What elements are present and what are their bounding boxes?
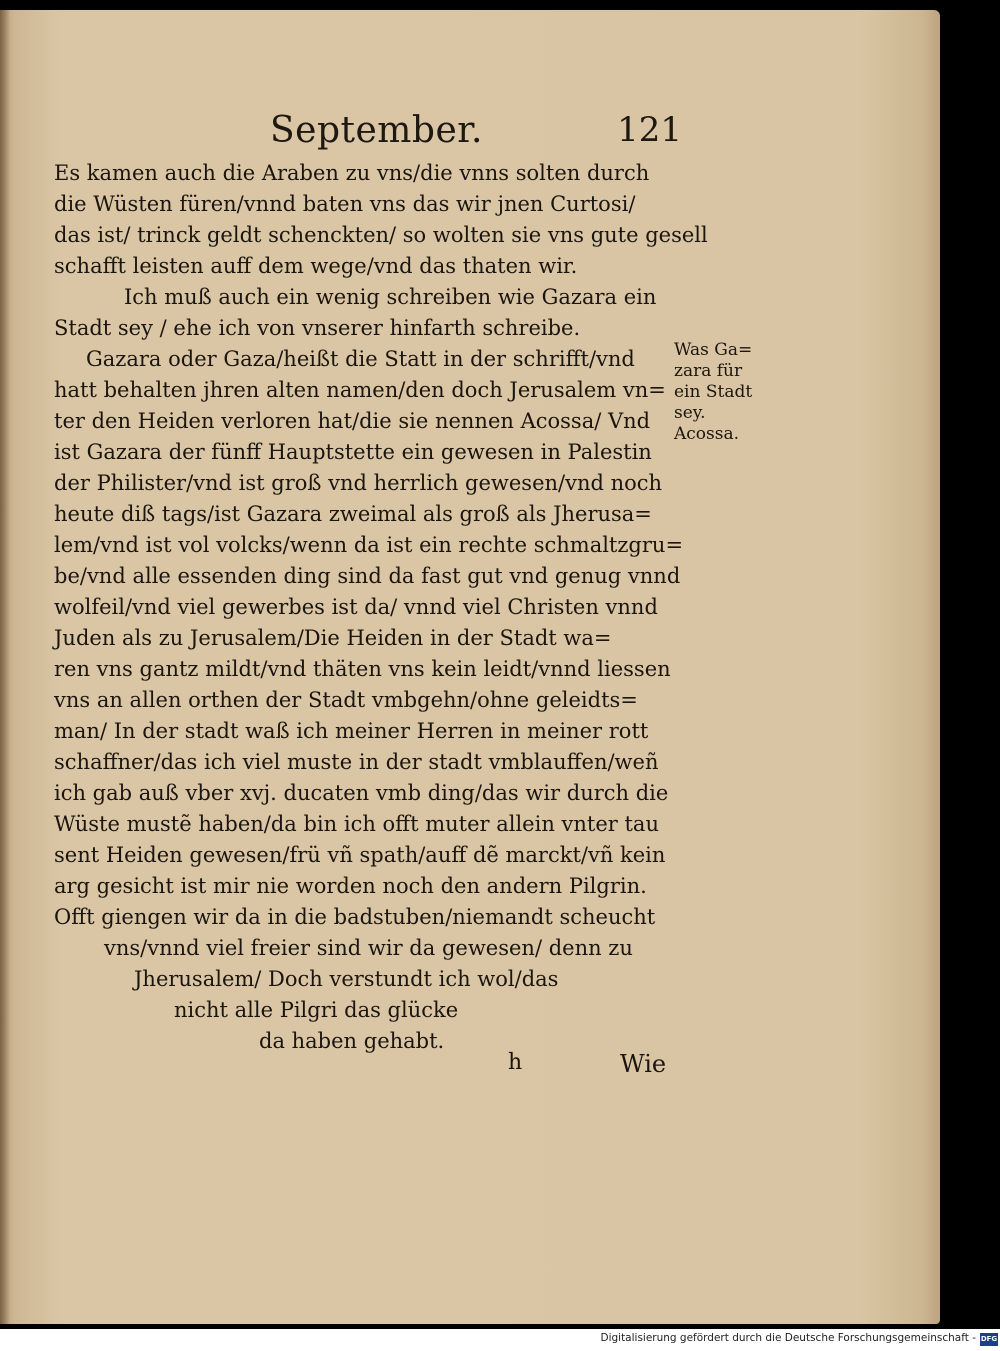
text-line: der Philister/vnd ist groß vnd herrlich gewesen/vnd noch xyxy=(54,471,663,495)
text-line: heute diß tags/ist Gazara zweimal als groß als Jherusa= xyxy=(54,502,652,526)
text-line: Jherusalem/ Doch verstundt ich wol/das xyxy=(134,967,559,991)
text-line: Juden als zu Jerusalem/Die Heiden in der Stadt wa= xyxy=(54,626,612,650)
text-line: das ist/ trinck geldt schenckten/ so wolten sie vns gute gesell xyxy=(54,223,708,247)
marginal-note xyxy=(674,340,784,445)
text-line: nicht alle Pilgri das glücke xyxy=(174,998,459,1022)
body-text xyxy=(54,158,708,1057)
funding-credit: Digitalisierung gefördert durch die Deutsche Forschungsgemeinschaft - xyxy=(600,1332,976,1344)
text-line: vns/vnnd viel freier sind wir da gewesen/ denn zu xyxy=(104,936,633,960)
page-number: 121 xyxy=(617,110,682,150)
marginal-note-line: sey. xyxy=(674,403,706,423)
text-line: vns an allen orthen der Stadt vmbgehn/ohne geleidts= xyxy=(54,688,638,712)
text-line: schafft leisten auff dem wege/vnd das thaten wir. xyxy=(54,254,578,278)
text-line: Ich muß auch ein wenig schreiben wie Gazara ein xyxy=(124,285,657,309)
text-line: ist Gazara der fünff Hauptstette ein gewesen in Palestin xyxy=(54,440,652,464)
running-head: September. xyxy=(270,110,483,151)
page-header xyxy=(270,110,690,154)
text-line: sent Heiden gewesen/frü vñ spath/auff dẽ marckt/vñ kein xyxy=(54,843,666,867)
text-line: schaffner/das ich viel muste in der stadt vmblauffen/weñ xyxy=(54,750,659,774)
text-line: Offt giengen wir da in die badstuben/niemandt scheucht xyxy=(54,905,656,929)
text-line: hatt behalten jhren alten namen/den doch Jerusalem vn= xyxy=(54,378,666,402)
marginal-note-line: Was Ga= xyxy=(674,340,753,360)
catchword: Wie xyxy=(620,1050,667,1078)
text-line: man/ In der stadt waß ich meiner Herren in meiner rott xyxy=(54,719,649,743)
text-line: wolfeil/vnd viel gewerbes ist da/ vnnd viel Christen vnnd xyxy=(54,595,658,619)
text-line: ter den Heiden verloren hat/die sie nennen Acossa/ Vnd xyxy=(54,409,651,433)
book-page xyxy=(0,10,940,1324)
text-line: be/vnd alle essenden ding sind da fast gut vnd genug vnnd xyxy=(54,564,681,588)
credit-bar xyxy=(0,1329,1000,1351)
marginal-note-line: ein Stadt xyxy=(674,382,753,402)
text-line: Stadt sey / ehe ich von vnserer hinfarth schreibe. xyxy=(54,316,581,340)
text-line: ich gab auß vber xvj. ducaten vmb ding/das wir durch die xyxy=(54,781,669,805)
text-line: ren vns gantz mildt/vnd thäten vns kein leidt/vnnd liessen xyxy=(54,657,671,681)
text-line: lem/vnd ist vol volcks/wenn da ist ein rechte schmaltzgru= xyxy=(54,533,684,557)
text-line: da haben gehabt. xyxy=(259,1029,445,1053)
dfg-logo: DFG xyxy=(980,1333,998,1346)
text-line: Wüste mustẽ haben/da bin ich offt muter allein vnter tau xyxy=(54,812,659,836)
signature-mark: h xyxy=(508,1050,523,1075)
marginal-note-line: zara für xyxy=(674,361,743,381)
text-line: die Wüsten füren/vnnd baten vns das wir jnen Curtosi/ xyxy=(54,192,636,216)
text-line: Gazara oder Gaza/heißt die Statt in der schrifft/vnd xyxy=(86,347,635,371)
marginal-note-line: Acossa. xyxy=(674,424,740,444)
text-line: arg gesicht ist mir nie worden noch den andern Pilgrin. xyxy=(54,874,647,898)
text-line: Es kamen auch die Araben zu vns/die vnns solten durch xyxy=(54,161,650,185)
